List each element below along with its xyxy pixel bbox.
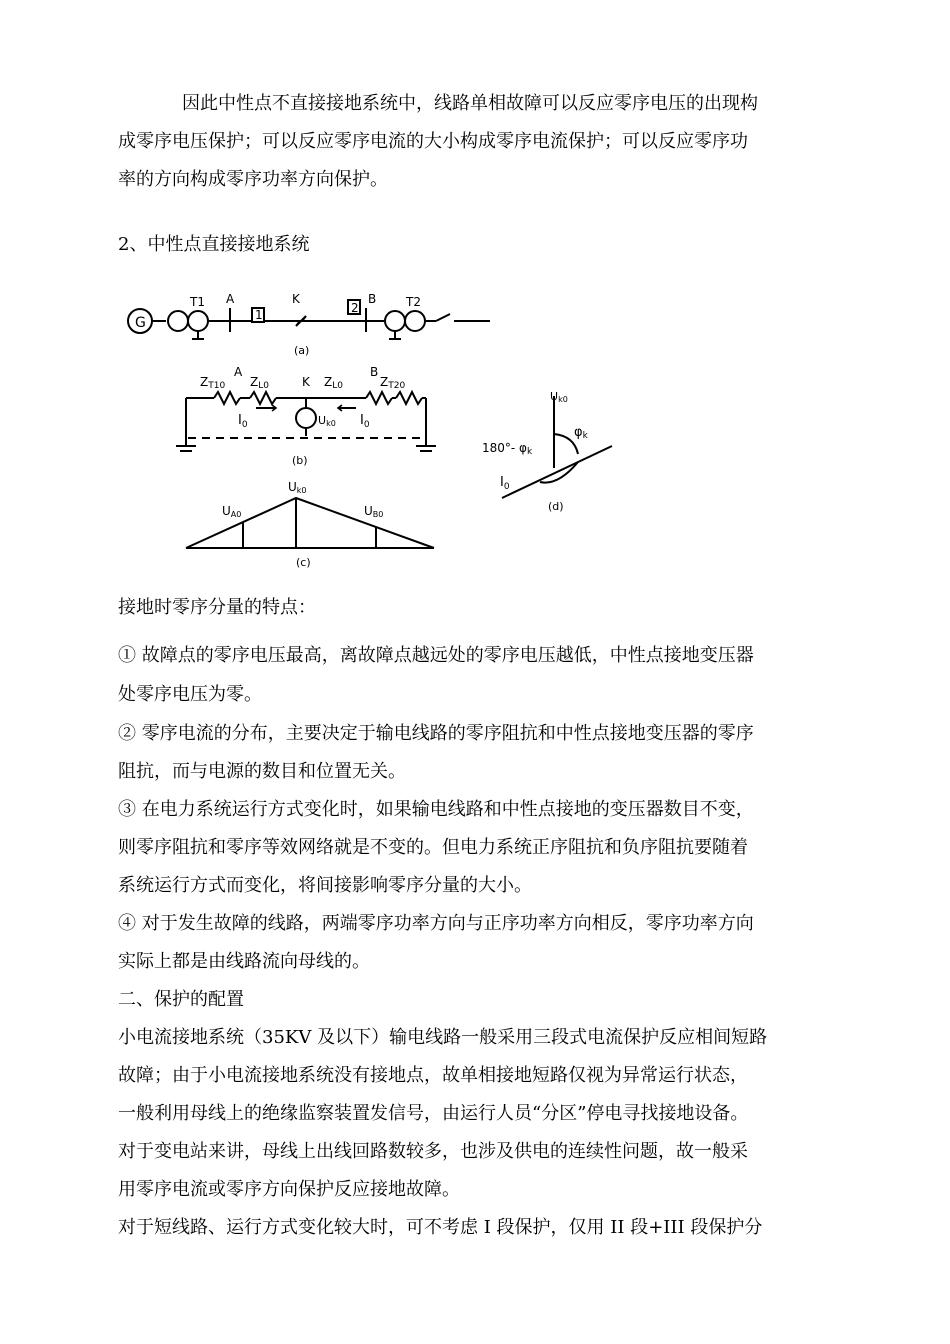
intro-line-2: 成零序电压保护；可以反应零序电流的大小构成零序电流保护；可以反应零序功: [118, 131, 748, 152]
figure-b-label: (b): [292, 454, 308, 467]
intro-line-1: 因此中性点不直接接地系统中，线路单相故障可以反应零序电压的出现构: [182, 93, 758, 114]
body-line-11: 二、保护的配置: [118, 989, 244, 1010]
generator-label: G: [135, 315, 146, 331]
body-line-13: 故障；由于小电流接地系统没有接地点，故单相接地短路仅视为异常运行状态，: [118, 1065, 748, 1086]
bus-b-label: B: [368, 292, 377, 306]
figure-a-label: (a): [294, 344, 310, 357]
section-heading-2: 2、中性点直接接地系统: [118, 234, 310, 255]
fault-k-label: K: [292, 292, 300, 306]
zero-sequence-figure: [118, 286, 638, 586]
ub0-label: UB0: [364, 504, 384, 519]
bus-a-label: A: [226, 292, 235, 306]
zero-sequence-diagram: [118, 286, 638, 586]
body-line-5: 阻抗，而与电源的数目和位置无关。: [118, 761, 406, 782]
bus-a-eq-label: A: [234, 365, 243, 379]
body-line-16: 用零序电流或零序方向保护反应接地故障。: [118, 1179, 460, 1200]
body-line-14: 一般利用母线上的绝缘监察装置发信号，由运行人员“分区”停电寻找接地设备。: [118, 1103, 749, 1124]
body-line-15: 对于变电站来讲，母线上出线回路数较多，也涉及供电的连续性问题，故一般采: [118, 1141, 748, 1162]
body-line-9: ④ 对于发生故障的线路，两端零序功率方向与正序功率方向相反，零序功率方向: [118, 913, 754, 934]
intro-line-3: 率的方向构成零序功率方向保护。: [118, 169, 388, 190]
i0-d-label: $I_0$: [500, 475, 510, 492]
body-line-10: 实际上都是由线路流向母线的。: [118, 951, 370, 972]
body-line-1: 接地时零序分量的特点：: [118, 597, 316, 618]
ua0-label: UA0: [222, 504, 242, 519]
breaker-1-label: 1: [255, 308, 263, 322]
body-line-12: 小电流接地系统（35KV 及以下）输电线路一般采用三段式电流保护反应相间短路: [118, 1027, 768, 1048]
body-line-8: 系统运行方式而变化，将间接影响零序分量的大小。: [118, 875, 532, 896]
z-t20-label: ZT20: [380, 375, 406, 391]
t1-label: T1: [190, 295, 205, 309]
i0-right-label: $I_0$: [360, 413, 370, 430]
body-line-6: ③ 在电力系统运行方式变化时，如果输电线路和中性点接地的变压器数目不变，: [118, 799, 754, 820]
bus-b-eq-label: B: [370, 365, 379, 379]
uk0-b-label: Uk0: [318, 414, 336, 428]
i0-left-label: $I_0$: [238, 413, 248, 430]
figure-d-label: (d): [548, 500, 564, 513]
z-l0b-label: ZL0: [324, 375, 343, 391]
body-line-7: 则零序阻抗和零序等效网络就是不变的。但电力系统正序阻抗和负序阻抗要随着: [118, 837, 748, 858]
body-line-4: ② 零序电流的分布，主要决定于输电线路的零序阻抗和中性点接地变压器的零序: [118, 723, 754, 744]
body-line-17: 对于短线路、运行方式变化较大时，可不考虑 I 段保护，仅用 II 段+III 段保护分: [118, 1217, 763, 1238]
body-line-2: ① 故障点的零序电压最高，离故障点越远处的零序电压越低，中性点接地变压器: [118, 645, 754, 666]
angle-label: 180°- φk: [482, 441, 533, 457]
z-l0-label: ZL0: [250, 375, 269, 391]
uk0-c-label: Uk0: [288, 480, 307, 495]
phi-k-label: φk: [574, 425, 588, 441]
t2-label: T2: [406, 295, 421, 309]
uk0-d-label: Uk0: [550, 390, 568, 404]
breaker-2-label: 2: [351, 301, 359, 315]
figure-c-label: (c): [296, 556, 311, 569]
fault-k-eq-label: K: [302, 375, 310, 389]
z-t10-label: ZT10: [200, 375, 226, 391]
body-line-3: 处零序电压为零。: [118, 684, 262, 705]
